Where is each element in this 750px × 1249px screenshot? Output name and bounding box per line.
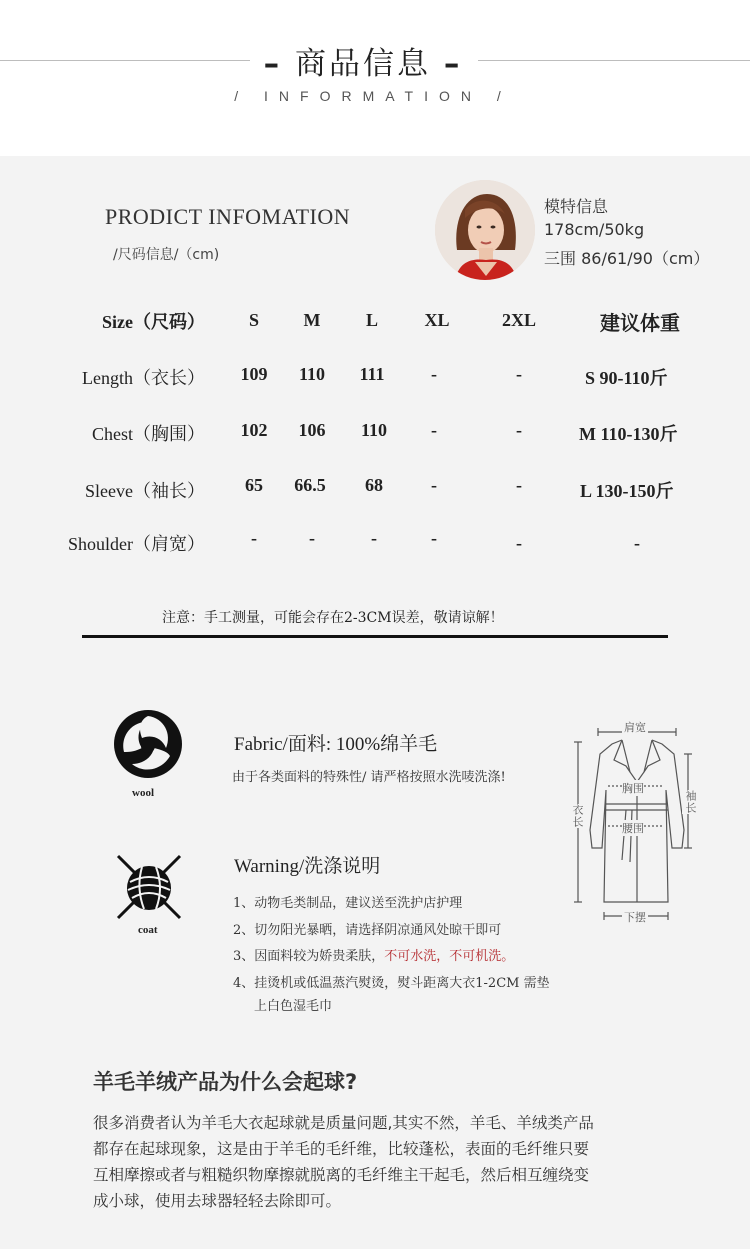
- warning-item-4-cont: 上白色湿毛巾: [254, 999, 333, 1014]
- wool-icon: [112, 708, 184, 780]
- diagram-label-shoulder: 肩宽: [624, 721, 646, 734]
- table-cell: 106: [298, 420, 326, 440]
- diagram-label-sleeve: 袖长: [684, 790, 697, 814]
- table-header-weight: 建议体重: [600, 313, 680, 335]
- warning-highlight: 不可水洗，不可机洗。: [384, 949, 515, 964]
- yarn-ball-icon: [114, 852, 184, 922]
- warning-title: Warning/洗涤说明: [234, 856, 381, 877]
- warning-item-3: 3、因面料较为娇贵柔肤，不可水洗，不可机洗。: [233, 949, 515, 964]
- table-cell: -: [516, 364, 522, 384]
- diagram-label-chest: 胸围: [622, 782, 644, 795]
- diagram-label-length: 衣长: [571, 804, 584, 828]
- table-header-size: Size（尺码）: [102, 312, 205, 332]
- table-header-xl: XL: [424, 310, 450, 330]
- faq-heading: 羊毛羊绒产品为什么会起球?: [93, 1070, 358, 1094]
- table-cell: -: [251, 528, 257, 548]
- table-cell: -: [371, 528, 377, 548]
- product-info-subtitle: /尺码信息/（cm): [113, 247, 220, 263]
- table-cell: 102: [240, 420, 268, 440]
- table-cell: -: [431, 475, 437, 495]
- fabric-description: 由于各类面料的特殊性/ 请严格按照水洗唛洗涤!: [232, 770, 506, 785]
- table-cell: -: [309, 528, 315, 548]
- table-cell: 68: [365, 475, 383, 495]
- faq-line: 都存在起球现象，这是由于羊毛的毛纤维，比较蓬松，表面的毛纤维只要: [93, 1140, 590, 1158]
- diagram-label-waist: 腰围: [622, 822, 644, 835]
- table-cell: -: [516, 420, 522, 440]
- page-header: [0, 0, 750, 156]
- warning-item-4: 4、挂烫机或低温蒸汽熨烫，熨斗距离大衣1-2CM 需垫: [233, 976, 550, 991]
- table-cell: 65: [245, 475, 263, 495]
- table-header-2xl: 2XL: [501, 310, 537, 330]
- warning-item-1: 1、动物毛类制品，建议送至洗护店护理: [233, 896, 463, 911]
- section-title: – 商品信息 –: [263, 46, 463, 82]
- header-divider-left: [0, 60, 250, 61]
- table-cell-weight: M 110-130斤: [579, 424, 678, 444]
- table-row-label: Shoulder（肩宽）: [68, 534, 205, 554]
- section-subtitle: / INFORMATION /: [234, 88, 512, 104]
- diagram-label-hem: 下摆: [624, 911, 646, 924]
- product-info-title: PRODICT INFOMATION: [105, 204, 351, 229]
- table-cell: -: [516, 475, 522, 495]
- table-header-s: S: [248, 310, 260, 330]
- table-cell: 111: [359, 364, 385, 384]
- header-divider-right: [478, 60, 750, 61]
- table-cell: -: [431, 420, 437, 440]
- coat-diagram: [568, 720, 698, 925]
- section-divider: [82, 635, 668, 638]
- table-cell: -: [431, 528, 437, 548]
- model-measurements: 三围 86/61/90（cm）: [544, 249, 710, 268]
- fabric-title: Fabric/面料: 100%绵羊毛: [234, 734, 438, 755]
- table-row-label: Length（衣长）: [82, 368, 205, 388]
- measurement-note: 注意：手工测量，可能会存在2-3CM误差，敬请谅解！: [162, 610, 504, 626]
- faq-line: 成小球，使用去球器轻轻去除即可。: [93, 1192, 342, 1210]
- model-height-weight: 178cm/50kg: [544, 220, 645, 239]
- model-portrait-icon: [435, 180, 535, 280]
- table-row-label: Chest（胸围）: [91, 424, 205, 444]
- table-cell-weight: -: [634, 533, 640, 553]
- coat-label: coat: [138, 924, 158, 936]
- table-cell: 66.5: [294, 475, 326, 495]
- table-cell: 109: [240, 364, 268, 384]
- faq-line: 互相摩擦或者与粗糙织物摩擦就脱离的毛纤维主干起毛，然后相互缠绕变: [93, 1166, 590, 1184]
- table-cell-weight: S 90-110斤: [585, 368, 668, 388]
- warning-item-2: 2、切勿阳光暴晒，请选择阴凉通风处晾干即可: [233, 923, 502, 938]
- table-cell-weight: L 130-150斤: [580, 481, 674, 501]
- model-avatar: [435, 180, 535, 280]
- table-row-label: Sleeve（袖长）: [85, 481, 205, 501]
- table-cell: -: [431, 364, 437, 384]
- table-header-l: L: [365, 310, 379, 330]
- wool-label: wool: [132, 787, 154, 799]
- table-cell: -: [516, 533, 522, 553]
- table-cell: 110: [360, 420, 388, 440]
- table-header-m: M: [303, 310, 321, 330]
- model-info-title: 模特信息: [544, 197, 609, 216]
- faq-line: 很多消费者认为羊毛大衣起球就是质量问题,其实不然，羊毛、羊绒类产品: [93, 1114, 594, 1132]
- table-cell: 110: [298, 364, 326, 384]
